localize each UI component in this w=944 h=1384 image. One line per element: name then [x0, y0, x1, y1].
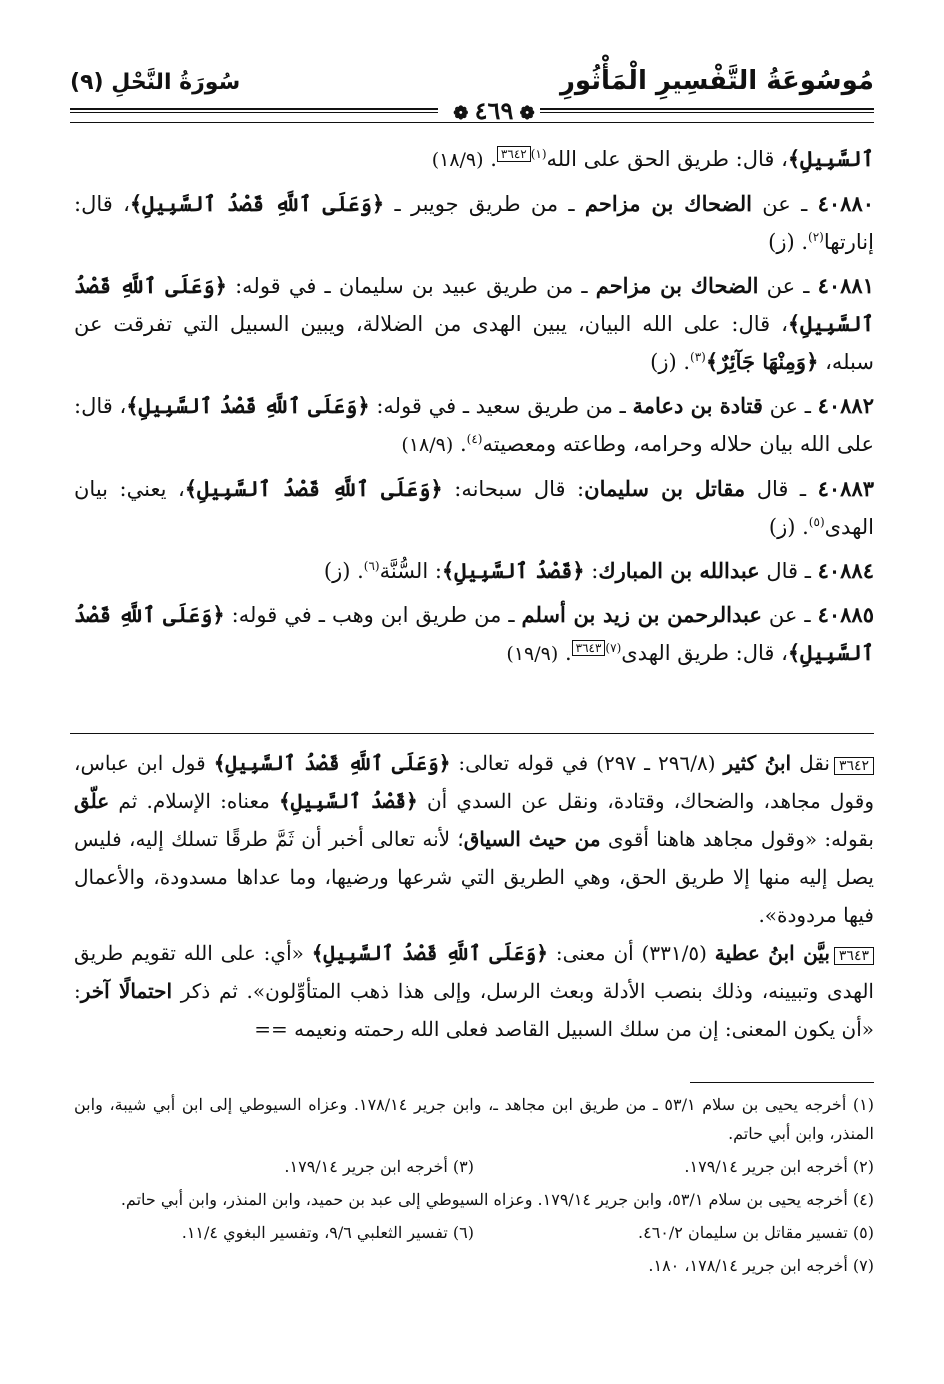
quran-quote: ﴿وَعَلَى ٱللَّهِ قَصْدُ ٱلسَّبِيلِ﴾ — [184, 476, 443, 501]
footnote-5: (٥) تفسير مقاتل بن سليمان ٤٦٠/٢. — [638, 1223, 874, 1242]
text-run: . (ز) — [323, 559, 364, 583]
quran-quote: ﴿قَصْدُ ٱلسَّبِيلِ﴾ — [441, 558, 585, 583]
text-run: ، قال: على الله بيان حلاله وحرامه، وطاعته ومعصيته — [74, 394, 874, 456]
athar-number: ٤٠٨٨٠ — [817, 191, 875, 216]
bold-name: عبدالله بن المبارك — [598, 558, 760, 583]
text-run: . (ز) — [650, 350, 691, 374]
text-run: . — [453, 432, 467, 456]
ornament-right-icon: ❁ — [513, 103, 535, 124]
quran-quote: ﴿وَعَلَى ٱللَّهِ قَصْدُ ٱلسَّبِيلِ﴾ — [129, 191, 385, 216]
header-rule-right — [540, 108, 874, 113]
header-bottom-rule — [70, 122, 874, 123]
footnote-marker: (٥) — [808, 515, 825, 529]
text-run: : — [584, 559, 599, 583]
text-run: ، قال: إنارتها — [74, 192, 874, 254]
paragraph-1 — [74, 140, 874, 179]
athar-number: ٤٠٨٨١ — [817, 273, 874, 298]
text-run: ـ من طريق جويبر ـ — [384, 192, 585, 216]
bold-name: قتادة بن دعامة — [632, 393, 763, 418]
text-run: ـ عن — [751, 192, 818, 216]
bold-name: علّق — [74, 789, 110, 813]
bold-name: بيَّن ابنُ عطية — [714, 941, 830, 965]
footnote-7: (٧) أخرجه ابن جرير ١٧٨/١٤، ١٨٠. — [648, 1256, 874, 1275]
text-run: ـ من طريق ابن وهب ـ في قوله: — [224, 603, 522, 627]
text-run: : «أن يكون المعنى: إن من سلك السبيل القاصد فعلى الله رحمته ونعيمه == — [74, 979, 874, 1041]
text-run: ـ عن — [761, 603, 818, 627]
athar-number: ٤٠٨٨٣ — [817, 476, 875, 501]
quran-quote: ﴿وَعَلَى ٱللَّهِ قَصْدُ ٱلسَّبِيلِ﴾ — [126, 393, 370, 418]
text-run: : قال سبحانه: — [442, 477, 585, 501]
footnote-marker: (٦) — [363, 559, 380, 573]
volume-ref: (١٩/٩) — [506, 643, 559, 665]
paragraph-5 — [74, 470, 874, 546]
bold-name: مقاتل بن سليمان — [584, 476, 746, 501]
ornament-left-icon: ❁ — [453, 103, 475, 124]
commentary-1 — [74, 744, 874, 934]
quran-quote: ﴿قَصْدُ ٱلسَّبِيلِ﴾ — [279, 789, 418, 813]
bold-name: الضحاك بن مزاحم — [595, 273, 759, 298]
text-run: ـ عن — [758, 274, 818, 298]
commentary-marker: ٣٦٤٣ — [834, 947, 874, 965]
text-run: ؛ لأنه تعالى أخبر أن ثَمَّ طرقًا تسلك إليه، فليس يصل إليه منها إلا طريق الحق، وهي الطريق التي شرعها ورضيها، وما عداها مسدودة، والأعمال فيها مردودة». — [74, 827, 874, 927]
text-run: بقوله: «وقول مجاهد هاهنا أقوى — [600, 827, 874, 851]
text-run: ـ قال — [759, 559, 818, 583]
commentary-marker: ٣٦٤٢ — [834, 757, 874, 775]
commentary-separator — [70, 733, 874, 734]
text-run: . — [483, 147, 497, 171]
text-run: معناه: الإسلام. ثم — [109, 789, 280, 813]
footnote-6: (٦) تفسير الثعلبي ٩/٦، وتفسير البغوي ١١/٤. — [181, 1223, 474, 1242]
footnote-separator — [690, 1082, 874, 1083]
text-run: (٣٣١/٥) أن معنى: — [547, 941, 715, 965]
volume-ref: (١٨/٩) — [401, 434, 454, 456]
header-rule-left — [70, 108, 438, 113]
page-number — [442, 96, 546, 125]
footnote-row-2-3 — [74, 1152, 874, 1181]
text-run: ، يعني: بيان الهدى — [74, 477, 874, 539]
volume-ref: (١٨/٩) — [431, 149, 484, 171]
quran-quote: ﴿وَمِنْهَا جَآئِرٌ﴾ — [705, 349, 819, 374]
text-run: «أي: على الله تقويم طريق الهدى وتبيينه، وذلك بنصب الأدلة وبعث الرسل، وإلى هذا ذهب المتأوِّلون». ثم ذكر — [74, 941, 874, 1003]
page-number-value: ٤٦٩ — [474, 96, 514, 125]
book-title: مُوسُوعَةُ التَّفْسِيرِ الْمَأْثُورِ — [559, 66, 874, 96]
main-text — [74, 140, 874, 679]
bold-name: عبدالرحمن بن زيد بن أسلم — [521, 602, 762, 627]
quran-quote: ﴿وَعَلَى ٱللَّهِ قَصْدُ ٱلسَّبِيلِ﴾ — [311, 941, 548, 965]
footnote-marker: (١) — [530, 147, 547, 161]
text-run: . (ز) — [768, 230, 809, 254]
footnote-marker: (٣) — [690, 350, 706, 364]
text-run: ـ من طريق سعيد ـ في قوله: — [369, 394, 633, 418]
footnote-2: (٢) أخرجه ابن جرير ١٧٩/١٤. — [684, 1157, 874, 1176]
quran-quote: ﴿وَعَلَى ٱللَّهِ قَصْدُ ٱلسَّبِيلِ﴾ — [213, 751, 451, 775]
paragraph-6 — [74, 552, 874, 590]
text-run: ، قال: على الله البيان، يبين الهدى من الضلالة، ويبين السبيل التي تفرقت عن سبله، — [74, 312, 874, 374]
footnotes — [74, 1090, 874, 1284]
footnote-1: (١) أخرجه يحيى بن سلام ٥٣/١ ـ من طريق ابن مجاهد ـ، وابن جرير ١٧٨/١٤. وعزاه السيوطي إلى ابن أبي شيبة، وابن المنذر، وابن أبي حاتم. — [74, 1095, 875, 1143]
text-run: ـ قال — [745, 477, 818, 501]
commentary-marker: ٣٦٤٣ — [572, 640, 606, 656]
footnote-marker: (٧) — [605, 641, 622, 655]
athar-number: ٤٠٨٨٢ — [817, 393, 874, 418]
bold-name: ابنُ كثير — [723, 751, 792, 775]
commentary-marker: ٣٦٤٢ — [497, 146, 531, 162]
commentary-2 — [74, 934, 874, 1048]
text-run: ـ عن — [762, 394, 818, 418]
text-run: . (ز) — [768, 515, 809, 539]
athar-number: ٤٠٨٨٥ — [817, 602, 874, 627]
paragraph-2 — [74, 185, 874, 261]
athar-number: ٤٠٨٨٤ — [817, 558, 874, 583]
text-run: نقل — [791, 751, 830, 775]
bold-name: من حيث السياق — [463, 827, 601, 851]
text-run: ـ من طريق عبيد بن سليمان ـ في قوله: — [226, 274, 596, 298]
footnote-marker: (٢) — [808, 230, 824, 244]
footnote-3: (٣) أخرجه ابن جرير ١٧٩/١٤. — [284, 1157, 474, 1176]
paragraph-4 — [74, 387, 874, 464]
text-run: ، قال: طريق الهدى — [621, 641, 788, 665]
footnote-4: (٤) أخرجه يحيى بن سلام ٥٣/١، وابن جرير ١٧٩/١٤. وعزاه السيوطي إلى عبد بن حميد، وابن المنذر، وابن أبي حاتم. — [120, 1190, 874, 1209]
footnote-row-5-6 — [74, 1218, 874, 1247]
bold-name: الضحاك بن مزاحم — [584, 191, 752, 216]
text-run: : السُّنَّة — [379, 559, 442, 583]
page-header — [70, 66, 874, 128]
paragraph-3 — [74, 267, 874, 381]
commentary-block — [74, 744, 874, 1048]
footnote-marker: (٤) — [466, 432, 483, 446]
bold-name: احتمالًا آخر — [80, 979, 173, 1003]
text-run: قول ابن عباس، وقول مجاهد، والضحاك، وقتادة، ونقل عن السدي أن — [74, 751, 874, 813]
text-run: (٢٩٦/٨ ـ ٢٩٧) في قوله تعالى: — [450, 751, 724, 775]
quran-quote: ٱلسَّبِيلِ﴾ — [787, 146, 874, 171]
text-run: ، قال: طريق الحق على الله — [546, 147, 788, 171]
quran-quote: ﴿وَعَلَى ٱللَّهِ قَصْدُ ٱلسَّبِيلِ﴾ — [74, 273, 874, 336]
paragraph-7 — [74, 596, 874, 673]
text-run: . — [558, 641, 572, 665]
quran-quote: ﴿وَعَلَى ٱللَّهِ قَصْدُ ٱلسَّبِيلِ﴾ — [74, 602, 874, 665]
sura-title: سُورَةُ النَّحْلِ (٩) — [70, 70, 241, 95]
